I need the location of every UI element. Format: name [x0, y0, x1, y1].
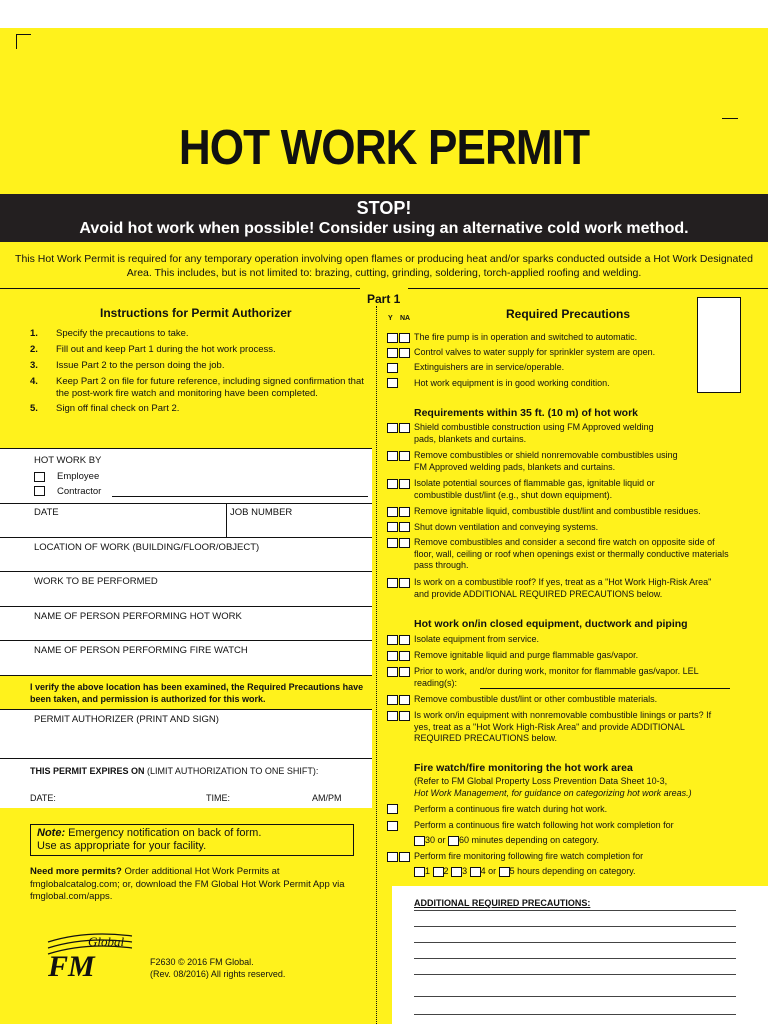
work-label: WORK TO BE PERFORMED: [34, 576, 158, 587]
na-checkbox[interactable]: [399, 333, 410, 343]
y-checkbox[interactable]: [387, 363, 398, 373]
person-fire-watch-field[interactable]: [0, 641, 372, 675]
lel-reading-line[interactable]: [480, 688, 730, 689]
y-checkbox[interactable]: [387, 651, 398, 661]
job-number-label: JOB NUMBER: [230, 507, 293, 518]
na-checkbox[interactable]: [399, 651, 410, 661]
precaution-item: Isolate potential sources of flammable gas, ignitable liquid or combustible dust/lint (e.g., shut down equipment).: [414, 478, 655, 500]
person-hot-work-label: NAME OF PERSON PERFORMING HOT WORK: [34, 611, 242, 622]
authorizer-label: PERMIT AUTHORIZER (PRINT AND SIGN): [34, 714, 219, 725]
section-title: Requirements within 35 ft. (10 m) of hot work: [414, 407, 639, 419]
instructions-title: Instructions for Permit Authorizer: [100, 306, 292, 320]
column-na: NA: [400, 315, 411, 322]
job-number-field[interactable]: [227, 504, 372, 536]
na-checkbox[interactable]: [399, 348, 410, 358]
employee-label: Employee: [57, 471, 100, 482]
y-checkbox[interactable]: [387, 635, 398, 645]
instruction-item: 2. Fill out and keep Part 1 during the hot work process.: [30, 344, 276, 355]
na-checkbox[interactable]: [399, 852, 410, 862]
precautions-title: Required Precautions: [506, 307, 631, 321]
precaution-item: Control valves to water supply for sprinkler system are open.: [414, 347, 656, 357]
y-checkbox[interactable]: [387, 695, 398, 705]
instruction-item: 5. Sign off final check on Part 2.: [30, 403, 180, 414]
divider: [408, 288, 768, 289]
intro-text: This Hot Work Permit is required for any temporary operation involving open flames or producing heat and/or sparks conducted outside a Hot Work Designated Area. This includes, but is not limited to: brazing, cutting, grinding, soldering, torch-applied roofing and welding.: [15, 253, 753, 279]
y-checkbox[interactable]: [387, 821, 398, 831]
divider: [0, 675, 372, 676]
1-hour-checkbox[interactable]: [414, 867, 425, 877]
y-checkbox[interactable]: [387, 507, 398, 517]
fire-monitoring-duration: 1 2 3 4 or 5 hours depending on category.: [414, 866, 754, 878]
na-checkbox[interactable]: [399, 538, 410, 548]
precaution-item: Remove combustibles or shield nonremovable combustibles using FM Approved welding pads, blankets and curtains.: [414, 450, 678, 472]
precaution-item: Perform fire monitoring following fire watch completion for: [414, 851, 644, 861]
precaution-item: Prior to work, and/or during work, monitor for flammable gas/vapor. LEL reading(s):: [414, 666, 699, 688]
precaution-item: Remove combustibles and consider a second fire watch on opposite side of floor, wall, ceiling or roof when openings exist or thermally conductive materials pass through.: [414, 537, 729, 570]
additional-line[interactable]: [414, 1014, 736, 1015]
contractor-checkbox[interactable]: [34, 486, 45, 496]
verify-text: I verify the above location has been examined, the Required Precautions have been taken, and permission is authorized for this work.: [30, 682, 364, 704]
2-hour-checkbox[interactable]: [433, 867, 444, 877]
y-checkbox[interactable]: [387, 378, 398, 388]
stop-subheading: Avoid hot work when possible! Consider using an alternative cold work method.: [79, 220, 689, 237]
y-checkbox[interactable]: [387, 667, 398, 677]
precaution-item: Remove ignitable liquid, combustible dust/lint and combustible residues.: [414, 506, 701, 516]
person-fire-watch-label: NAME OF PERSON PERFORMING FIRE WATCH: [34, 645, 248, 656]
y-checkbox[interactable]: [387, 852, 398, 862]
na-checkbox[interactable]: [399, 507, 410, 517]
y-checkbox[interactable]: [387, 804, 398, 814]
person-hot-work-field[interactable]: [0, 607, 372, 640]
precaution-item: Remove combustible dust/lint or other combustible materials.: [414, 694, 658, 704]
date-field[interactable]: [0, 504, 226, 536]
y-checkbox[interactable]: [387, 451, 398, 461]
precaution-item: Shut down ventilation and conveying systems.: [414, 522, 599, 532]
employee-checkbox[interactable]: [34, 472, 45, 482]
cut-line: [376, 306, 377, 1024]
precaution-item: Perform a continuous fire watch during hot work.: [414, 804, 608, 814]
section-title: Fire watch/fire monitoring the hot work area: [414, 762, 633, 774]
4-hour-checkbox[interactable]: [470, 867, 481, 877]
na-checkbox[interactable]: [399, 451, 410, 461]
y-checkbox[interactable]: [387, 333, 398, 343]
na-checkbox[interactable]: [399, 522, 410, 532]
5-hour-checkbox[interactable]: [499, 867, 510, 877]
60-min-checkbox[interactable]: [448, 836, 459, 846]
y-checkbox[interactable]: [387, 578, 398, 588]
work-field[interactable]: [0, 572, 372, 606]
contractor-label: Contractor: [57, 486, 102, 497]
location-label: LOCATION OF WORK (BUILDING/FLOOR/OBJECT): [34, 542, 260, 553]
additional-line[interactable]: [414, 926, 736, 927]
fire-watch-duration: 30 or 60 minutes depending on category.: [414, 835, 754, 847]
contractor-name-line[interactable]: [112, 496, 368, 497]
additional-line[interactable]: [414, 974, 736, 975]
exp-ampm-label: AM/PM: [312, 793, 342, 803]
authorizer-field[interactable]: [0, 710, 372, 758]
precaution-item: The fire pump is in operation and switched to automatic.: [414, 332, 638, 342]
additional-title: ADDITIONAL REQUIRED PRECAUTIONS:: [414, 898, 591, 908]
precaution-item: Is work on/in equipment with nonremovable combustible linings or parts? If yes, treat as a "Hot Work High-Risk Area" and provide ADDITIONAL REQUIRED PRECAUTIONS below.: [414, 710, 712, 743]
instruction-item: 1. Specify the precautions to take.: [30, 328, 189, 339]
part-label: Part 1: [367, 292, 401, 306]
y-checkbox[interactable]: [387, 479, 398, 489]
na-checkbox[interactable]: [399, 695, 410, 705]
30-min-checkbox[interactable]: [414, 836, 425, 846]
na-checkbox[interactable]: [399, 423, 410, 433]
location-field[interactable]: [0, 538, 372, 571]
y-checkbox[interactable]: [387, 423, 398, 433]
y-checkbox[interactable]: [387, 538, 398, 548]
na-checkbox[interactable]: [399, 711, 410, 721]
y-checkbox[interactable]: [387, 522, 398, 532]
note-box: Note: Emergency notification on back of form. Use as appropriate for your facility.: [30, 824, 354, 856]
stop-heading: STOP!: [356, 198, 412, 218]
column-y: Y: [388, 315, 393, 322]
section-title: Hot work on/in closed equipment, ductwork and piping: [414, 618, 688, 630]
instruction-item: 3. Issue Part 2 to the person doing the job.: [30, 360, 225, 371]
fm-global-logo: FM Global: [46, 928, 136, 988]
precaution-item: Remove ignitable liquid and purge flammable gas/vapor.: [414, 650, 639, 660]
divider: [0, 758, 372, 759]
copyright: F2630 © 2016 FM Global. (Rev. 08/2016) All rights reserved.: [150, 957, 286, 979]
additional-line[interactable]: [414, 942, 736, 943]
y-checkbox[interactable]: [387, 348, 398, 358]
precaution-item: Shield combustible construction using FM Approved welding pads, blankets and curtains.: [414, 422, 654, 444]
precaution-item: Is work on a combustible roof? If yes, treat as a "Hot Work High-Risk Area" and provide ADDITIONAL REQUIRED PRECAUTIONS below.: [414, 577, 712, 599]
na-checkbox[interactable]: [399, 635, 410, 645]
na-checkbox[interactable]: [399, 578, 410, 588]
crop-mark: [722, 118, 738, 119]
hot-work-by-label: HOT WORK BY: [34, 455, 102, 466]
exp-time-label: TIME:: [206, 793, 230, 803]
instruction-item: 4. Keep Part 2 on file for future reference, including signed confirmation that the post-work fire watch and monitoring have been completed.: [30, 376, 364, 399]
additional-line[interactable]: [414, 910, 736, 911]
y-checkbox[interactable]: [387, 711, 398, 721]
additional-line[interactable]: [414, 958, 736, 959]
exp-date-label: DATE:: [30, 793, 56, 803]
na-checkbox[interactable]: [399, 667, 410, 677]
precaution-item: Isolate equipment from service.: [414, 634, 540, 644]
na-checkbox[interactable]: [399, 479, 410, 489]
fire-watch-reference: (Refer to FM Global Property Loss Prevention Data Sheet 10-3, Hot Work Management, for guidance on categorizing hot work areas.): [414, 776, 692, 798]
3-hour-checkbox[interactable]: [451, 867, 462, 877]
page-title: HOT WORK PERMIT: [178, 121, 590, 175]
precaution-item: Extinguishers are in service/operable.: [414, 362, 565, 372]
date-label: DATE: [34, 507, 59, 518]
additional-line[interactable]: [414, 996, 736, 997]
divider: [0, 448, 372, 449]
exp-time-field[interactable]: [236, 788, 308, 804]
exp-date-field[interactable]: [62, 788, 202, 804]
crop-mark: [16, 34, 31, 49]
need-more-text: Need more permits? Order additional Hot Work Permits at fmglobalcatalog.com; or, download the FM Global Hot Work Permit App via fmglobal.com/apps.: [30, 866, 345, 902]
precaution-item: Hot work equipment is in good working condition.: [414, 378, 610, 388]
stop-banner: [0, 194, 768, 242]
divider: [0, 288, 360, 289]
precaution-item: Perform a continuous fire watch following hot work completion for: [414, 820, 674, 830]
expires-row: THIS PERMIT EXPIRES ON (LIMIT AUTHORIZATION TO ONE SHIFT):: [30, 766, 319, 776]
